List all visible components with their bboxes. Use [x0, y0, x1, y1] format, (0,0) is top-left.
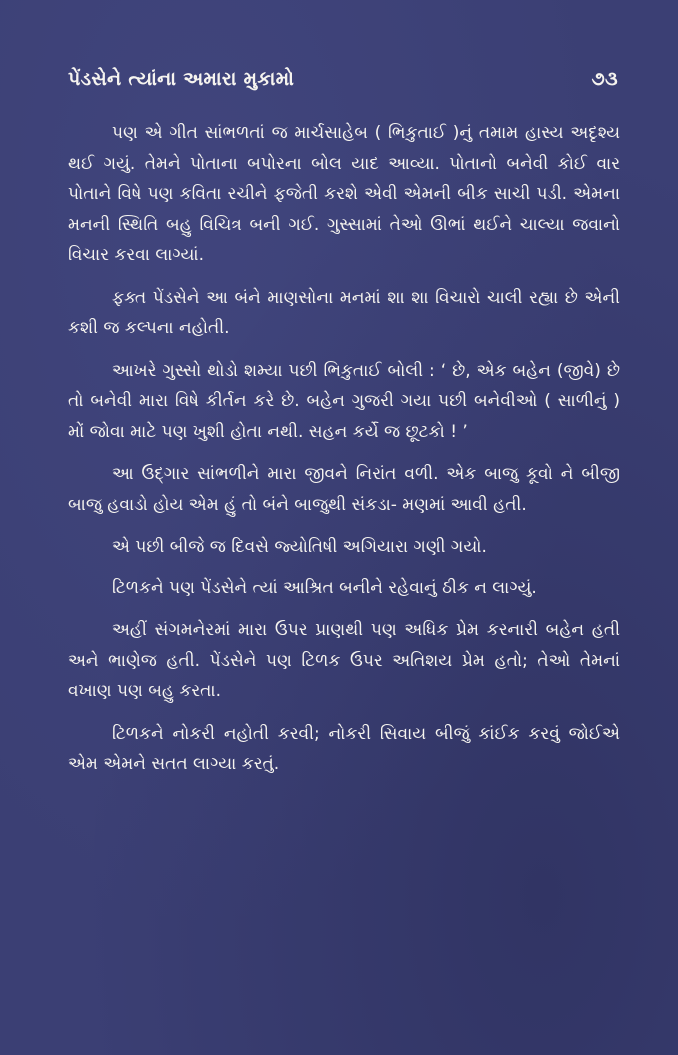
- page-header: [68, 62, 618, 96]
- paragraph: ટિળકને પણ પેંડસેને ત્યાં આશ્રિત બનીને રહેવાનું ઠીક ન લાગ્યું.: [112, 577, 537, 598]
- paragraph: પણ એ ગીત સાંભળતાં જ માર્ચસાહેબ ( ભિકુતાઈ )નું તમામ હાસ્ય અદૃશ્ય થઈ ગયું. તેમને પોતાના બપોરના બોલ યાદ આવ્યા. પોતાનો બનેવી કોઈ વાર પોતાને વિષે પણ કવિતા રચીને ફજેતી કરશે એવી એમની બીક સાચી પડી. એમના મનની સ્થિતિ બહુ વિચિત્ર બની ગઈ. ગુસ્સામાં તેઓ ઊભાં થઈને ચાલ્યા જવાનો વિચાર કરવા લાગ્યાં.: [68, 123, 620, 265]
- paragraph: ટિળકને નોકરી નહોતી કરવી; નોકરી સિવાય બીજું કાંઈક કરવું જોઈએ એમ એમને સતત લાગ્યા કરતું.: [68, 723, 620, 774]
- page-number: ૭૩: [591, 68, 618, 90]
- paragraph: એ પછી બીજે જ દિવસે જ્યોતિષી અગિયારા ગણી ગયો.: [112, 537, 487, 557]
- running-title: પેંડસેને ત્યાંના અમારા મુકામો: [68, 68, 295, 90]
- page-body: [68, 118, 620, 792]
- paragraph: અહીં સંગમનેરમાં મારા ઉપર પ્રાણથી પણ અધિક પ્રેમ કરનારી બહેન હતી અને ભાણેજ હતી. પેંડસેને પણ ટિળક ઉપર અતિશય પ્રેમ હતો; તેઓ તેમનાં વખાણ પણ બહુ કરતા.: [68, 620, 620, 701]
- paragraph: આ ઉદ્ગાર સાંભળીને મારા જીવને નિરાંત વળી. એક બાજુ કૂવો ને બીજી બાજુ હવાડો હોય એમ હું તો બંને બાજુથી સંકડા- મણમાં આવી હતી.: [68, 464, 620, 515]
- paragraph: ફક્ત પેંડસેને આ બંને માણસોના મનમાં શા શા વિચારો ચાલી રહ્યા છે એની કશી જ કલ્પના નહોતી.: [68, 287, 620, 338]
- paragraph: આખરે ગુસ્સો થોડો શમ્યા પછી ભિકુતાઈ બોલી : ‘ છે, એક બહેન (જીવે) છે તો બનેવી મારા વિષે કીર્તન કરે છે. બહેન ગુજરી ગયા પછી બનેવીઓ ( સાળીનું ) મોં જોવા માટે પણ ખુશી હોતા નથી. સહન કર્યે જ છૂટકો ! ’: [68, 360, 620, 442]
